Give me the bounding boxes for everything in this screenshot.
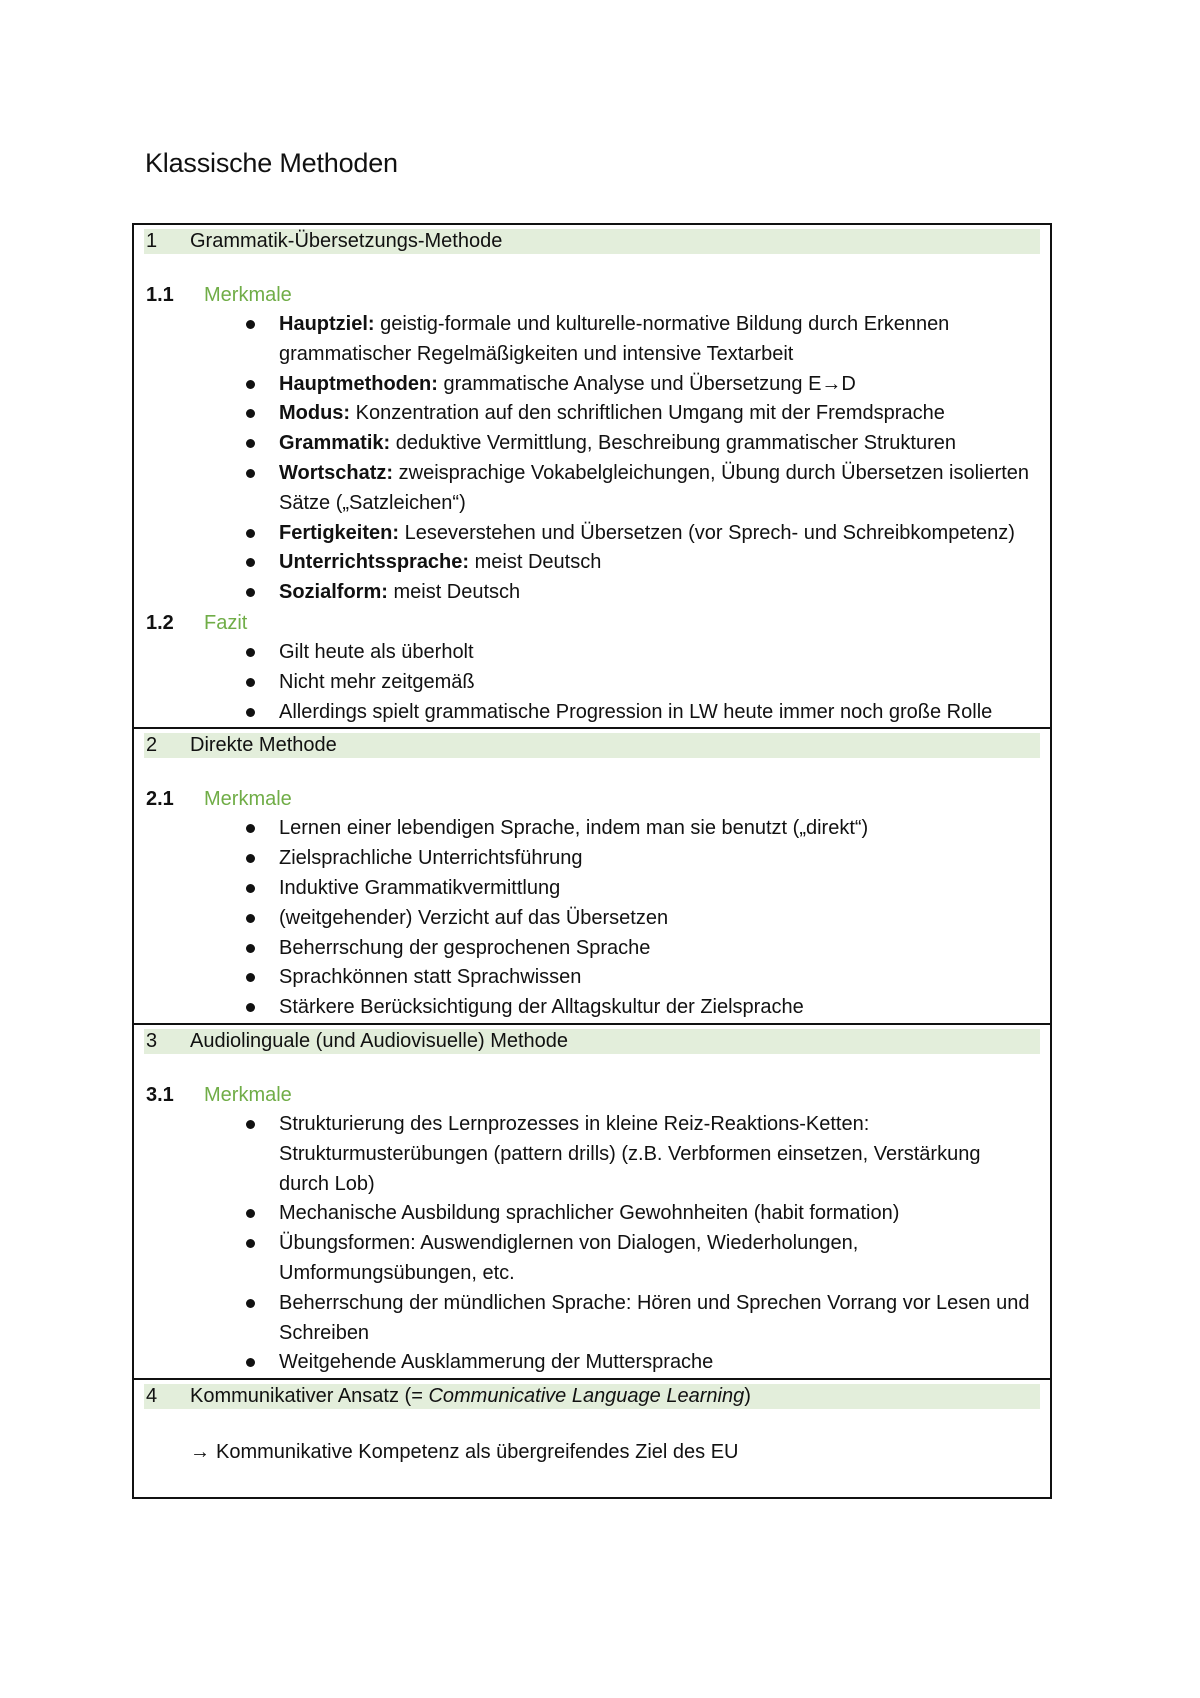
bullet-icon [246,469,255,478]
item-text: meist Deutsch [387,581,521,604]
section-header [144,229,1040,254]
subsection-number: 2.1 [146,788,174,811]
list-item [134,668,1050,698]
section-3 [134,1023,1050,1378]
item-text: Mechanische Ausbildung sprachlicher Gewohnheiten (habit formation) [279,1202,900,1225]
bullet-icon [246,1209,255,1218]
bullet-icon [246,824,255,833]
item-text: Konzentration auf den schriftlichen Umgang mit der Fremdsprache [350,402,945,425]
page-title: Klassische Methoden [145,148,398,178]
list-item [134,934,1050,964]
item-text: grammatische Analyse und Übersetzung E→D [437,372,856,395]
item-key: Modus: [279,402,351,425]
list-item [134,1348,1050,1378]
item-text: Beherrschung der mündlichen Sprache: Hören und Sprechen Vorrang vor Lesen und Schreiben [279,1291,1030,1344]
bullet-icon [246,944,255,953]
sections-container [134,223,1050,1378]
item-key: Wortschatz: [279,461,394,484]
arrow-right-icon: → [190,1441,210,1464]
list-item [134,993,1050,1023]
bullet-icon [246,884,255,893]
list-item [134,519,1050,549]
item-text: Strukturierung des Lernprozesses in kleine Reiz-Reaktions-Ketten: Strukturmusterübungen (pattern drills) (z.B. Verbformen einsetzen, Verstärkung durch Lob) [279,1112,981,1195]
bullet-icon [246,1358,255,1367]
bullet-icon [246,409,255,418]
bullet-icon [246,678,255,687]
section-title: Grammatik-Übersetzungs-Methode [190,230,503,252]
list-item [134,963,1050,993]
list-item [134,578,1050,608]
section-title: Direkte Methode [190,734,337,757]
list-item [134,904,1050,934]
item-text: Stärkere Berücksichtigung der Alltagskultur der Zielsprache [279,996,804,1019]
bullet-list [134,1110,1050,1378]
list-item [134,844,1050,874]
section-number: 3 [146,1029,158,1052]
subsection-number: 1.1 [146,284,174,306]
list-item [134,1289,1050,1349]
item-text: geistig-formale und kulturelle-normative Bildung durch Erkennen grammatischer Regelmäßigkeiten und intensive Textarbeit [279,313,950,365]
list-item [134,310,1050,370]
bullet-icon [246,1003,255,1012]
subsection-header [134,1080,1050,1110]
subsection-header [134,280,1050,310]
subsection-header [134,784,1050,814]
conclusion-line [190,1437,1050,1497]
subsection-label: Merkmale [204,788,292,811]
methods-table [132,223,1052,1499]
bullet-icon [246,588,255,597]
section-title-end: ) [744,1385,751,1408]
item-key: Sozialform: [279,581,388,604]
section-title-italic: Communicative Language Learning [428,1385,745,1408]
item-text: Sprachkönnen statt Sprachwissen [279,966,582,989]
item-text: zweisprachige Vokabelgleichungen, Übung durch Übersetzen isolierten Sätze („Satzleichen“) [279,461,1030,514]
bullet-icon [246,380,255,389]
bullet-icon [246,439,255,448]
subsection-label: Merkmale [204,1083,292,1106]
bullet-icon [246,1299,255,1308]
section-number: 2 [146,734,158,757]
subsection-number: 1.2 [146,611,174,634]
bullet-icon [246,708,255,717]
item-text: Weitgehende Ausklammerung der Muttersprache [279,1351,714,1374]
list-item [134,429,1050,459]
list-item [134,459,1050,519]
section-header [144,1384,1040,1409]
bullet-list [134,814,1050,1023]
subsection-label: Merkmale [204,284,292,306]
item-text: Leseverstehen und Übersetzen (vor Sprech- und Schreibkompetenz) [399,521,1015,544]
bullet-list [134,638,1050,727]
list-item [134,874,1050,904]
item-text: Lernen einer lebendigen Sprache, indem man sie benutzt („direkt“) [279,817,869,840]
section-title: Audiolinguale (und Audiovisuelle) Methode [190,1029,569,1052]
section-4 [134,1378,1050,1497]
bullet-icon [246,648,255,657]
bullet-icon [246,320,255,329]
bullet-icon [246,1239,255,1248]
item-text: Nicht mehr zeitgemäß [279,670,475,693]
item-text: Beherrschung der gesprochenen Sprache [279,936,651,959]
section-title-plain: Kommunikativer Ansatz (= [190,1385,429,1408]
bullet-list [134,310,1050,608]
list-item [134,399,1050,429]
item-text: meist Deutsch [469,551,602,574]
bullet-icon [246,558,255,567]
bullet-icon [246,973,255,982]
item-key: Fertigkeiten: [279,521,400,544]
item-text: Gilt heute als überholt [279,640,474,663]
item-key: Hauptmethoden: [279,372,438,395]
bullet-icon [246,854,255,863]
subsection-header [134,608,1050,638]
item-key: Unterrichtssprache: [279,551,470,574]
subsection-label: Fazit [204,611,248,634]
bullet-icon [246,914,255,923]
bullet-icon [246,1120,255,1129]
list-item [134,1229,1050,1289]
list-item [134,698,1050,728]
list-item [134,638,1050,668]
section-2 [134,727,1050,1023]
section-header [144,1029,1040,1054]
subsection-number: 3.1 [146,1083,174,1106]
list-item [134,1199,1050,1229]
list-item [134,370,1050,400]
item-key: Grammatik: [279,432,391,455]
item-text: Allerdings spielt grammatische Progression in LW heute immer noch große Rolle [279,700,993,723]
list-item [134,814,1050,844]
section-number: 4 [146,1385,158,1408]
item-text: Übungsformen: Auswendiglernen von Dialogen, Wiederholungen, Umformungsübungen, etc. [279,1232,859,1284]
item-text: deduktive Vermittlung, Beschreibung grammatischer Strukturen [390,432,956,455]
item-key: Hauptziel: [279,313,375,335]
item-text: (weitgehender) Verzicht auf das Übersetzen [279,906,669,929]
list-item [134,548,1050,578]
item-text: Induktive Grammatikvermittlung [279,876,561,899]
section-number: 1 [146,230,158,252]
section-header [144,733,1040,758]
conclusion-text: Kommunikative Kompetenz als übergreifendes Ziel des EU [216,1441,739,1464]
list-item [134,1110,1050,1199]
section-1 [134,223,1050,727]
bullet-icon [246,529,255,538]
item-text: Zielsprachliche Unterrichtsführung [279,847,583,870]
